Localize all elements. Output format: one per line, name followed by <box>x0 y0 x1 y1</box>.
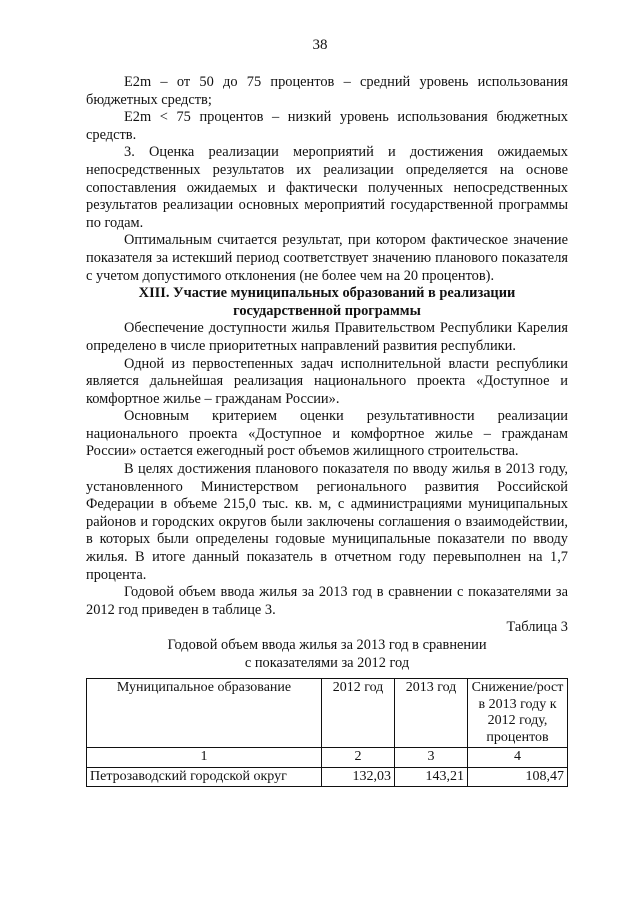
column-number-cell: 3 <box>395 748 468 768</box>
section-heading-line: государственной программы <box>233 302 421 319</box>
table-row <box>87 767 568 787</box>
paragraph: Оптимальным считается результат, при котором фактическое значение показателя за истекший период соответствует значению планового показателя с учетом допустимого отклонения (не более чем на 20 процентов). <box>86 232 568 284</box>
table-column-number-row <box>87 748 568 768</box>
section-heading <box>86 285 568 320</box>
table-label: Таблица 3 <box>506 619 568 636</box>
table-caption-line: Годовой объем ввода жилья за 2013 год в сравнении <box>167 637 487 653</box>
table-cell: 108,47 <box>468 767 568 787</box>
paragraph: Годовой объем ввода жилья за 2013 год в сравнении с показателями за 2012 год приведен в таблице 3. <box>86 584 568 618</box>
section-heading-line: XIII. Участие муниципальных образований в реализации <box>138 285 516 302</box>
housing-table <box>86 678 568 787</box>
table-caption-line: с показателями за 2012 год <box>244 654 410 671</box>
document-body <box>86 74 568 787</box>
table-cell: 143,21 <box>395 767 468 787</box>
column-number-cell: 1 <box>87 748 322 768</box>
paragraph: Одной из первостепенных задач исполнительной власти республики является дальнейшая реализация национального проекта «Доступное и комфортное жилье – гражданам России». <box>86 355 568 407</box>
paragraph: E2m < 75 процентов – низкий уровень использования бюджетных средств. <box>86 109 568 143</box>
column-number-cell: 4 <box>468 748 568 768</box>
column-number-cell: 2 <box>322 748 395 768</box>
paragraph: В целях достижения планового показателя по вводу жилья в 2013 году, установленного Министерством регионального развития Российской Федерации в объеме 215,0 тыс. кв. м, с администрациями муниципальных районов и городских округов были заключены соглашения о взаимодействии, в которых были определены годовые муниципальные показатели по вводу жилья. В итоге данный показатель в отчетном году перевыполнен на 1,7 процента. <box>86 461 568 583</box>
paragraph: 3. Оценка реализации мероприятий и достижения ожидаемых непосредственных результатов их реализации определяется на основе сопоставления ожидаемых и фактически полученных непосредственных результатов реализации основных мероприятий государственной программы по годам. <box>86 144 568 231</box>
table-header-cell: Снижение/рост в 2013 году к 2012 году, процентов <box>468 679 568 748</box>
table-header-cell: 2012 год <box>322 679 395 748</box>
paragraph: Основным критерием оценки результативности реализации национального проекта «Доступное и комфортное жилье – гражданам России» остается ежегодный рост объемов жилищного строительства. <box>86 408 568 460</box>
table-cell: 132,03 <box>322 767 395 787</box>
table-caption <box>86 637 568 672</box>
table-header-cell: Муниципальное образование <box>87 679 322 748</box>
paragraph: E2m – от 50 до 75 процентов – средний уровень использования бюджетных средств; <box>86 74 568 108</box>
table-header-row <box>87 679 568 748</box>
page-number: 38 <box>312 37 328 53</box>
paragraph: Обеспечение доступности жилья Правительством Республики Карелия определено в числе приоритетных направлений развития республики. <box>86 320 568 354</box>
table-cell: Петрозаводский городской округ <box>87 767 322 787</box>
table-header-cell: 2013 год <box>395 679 468 748</box>
